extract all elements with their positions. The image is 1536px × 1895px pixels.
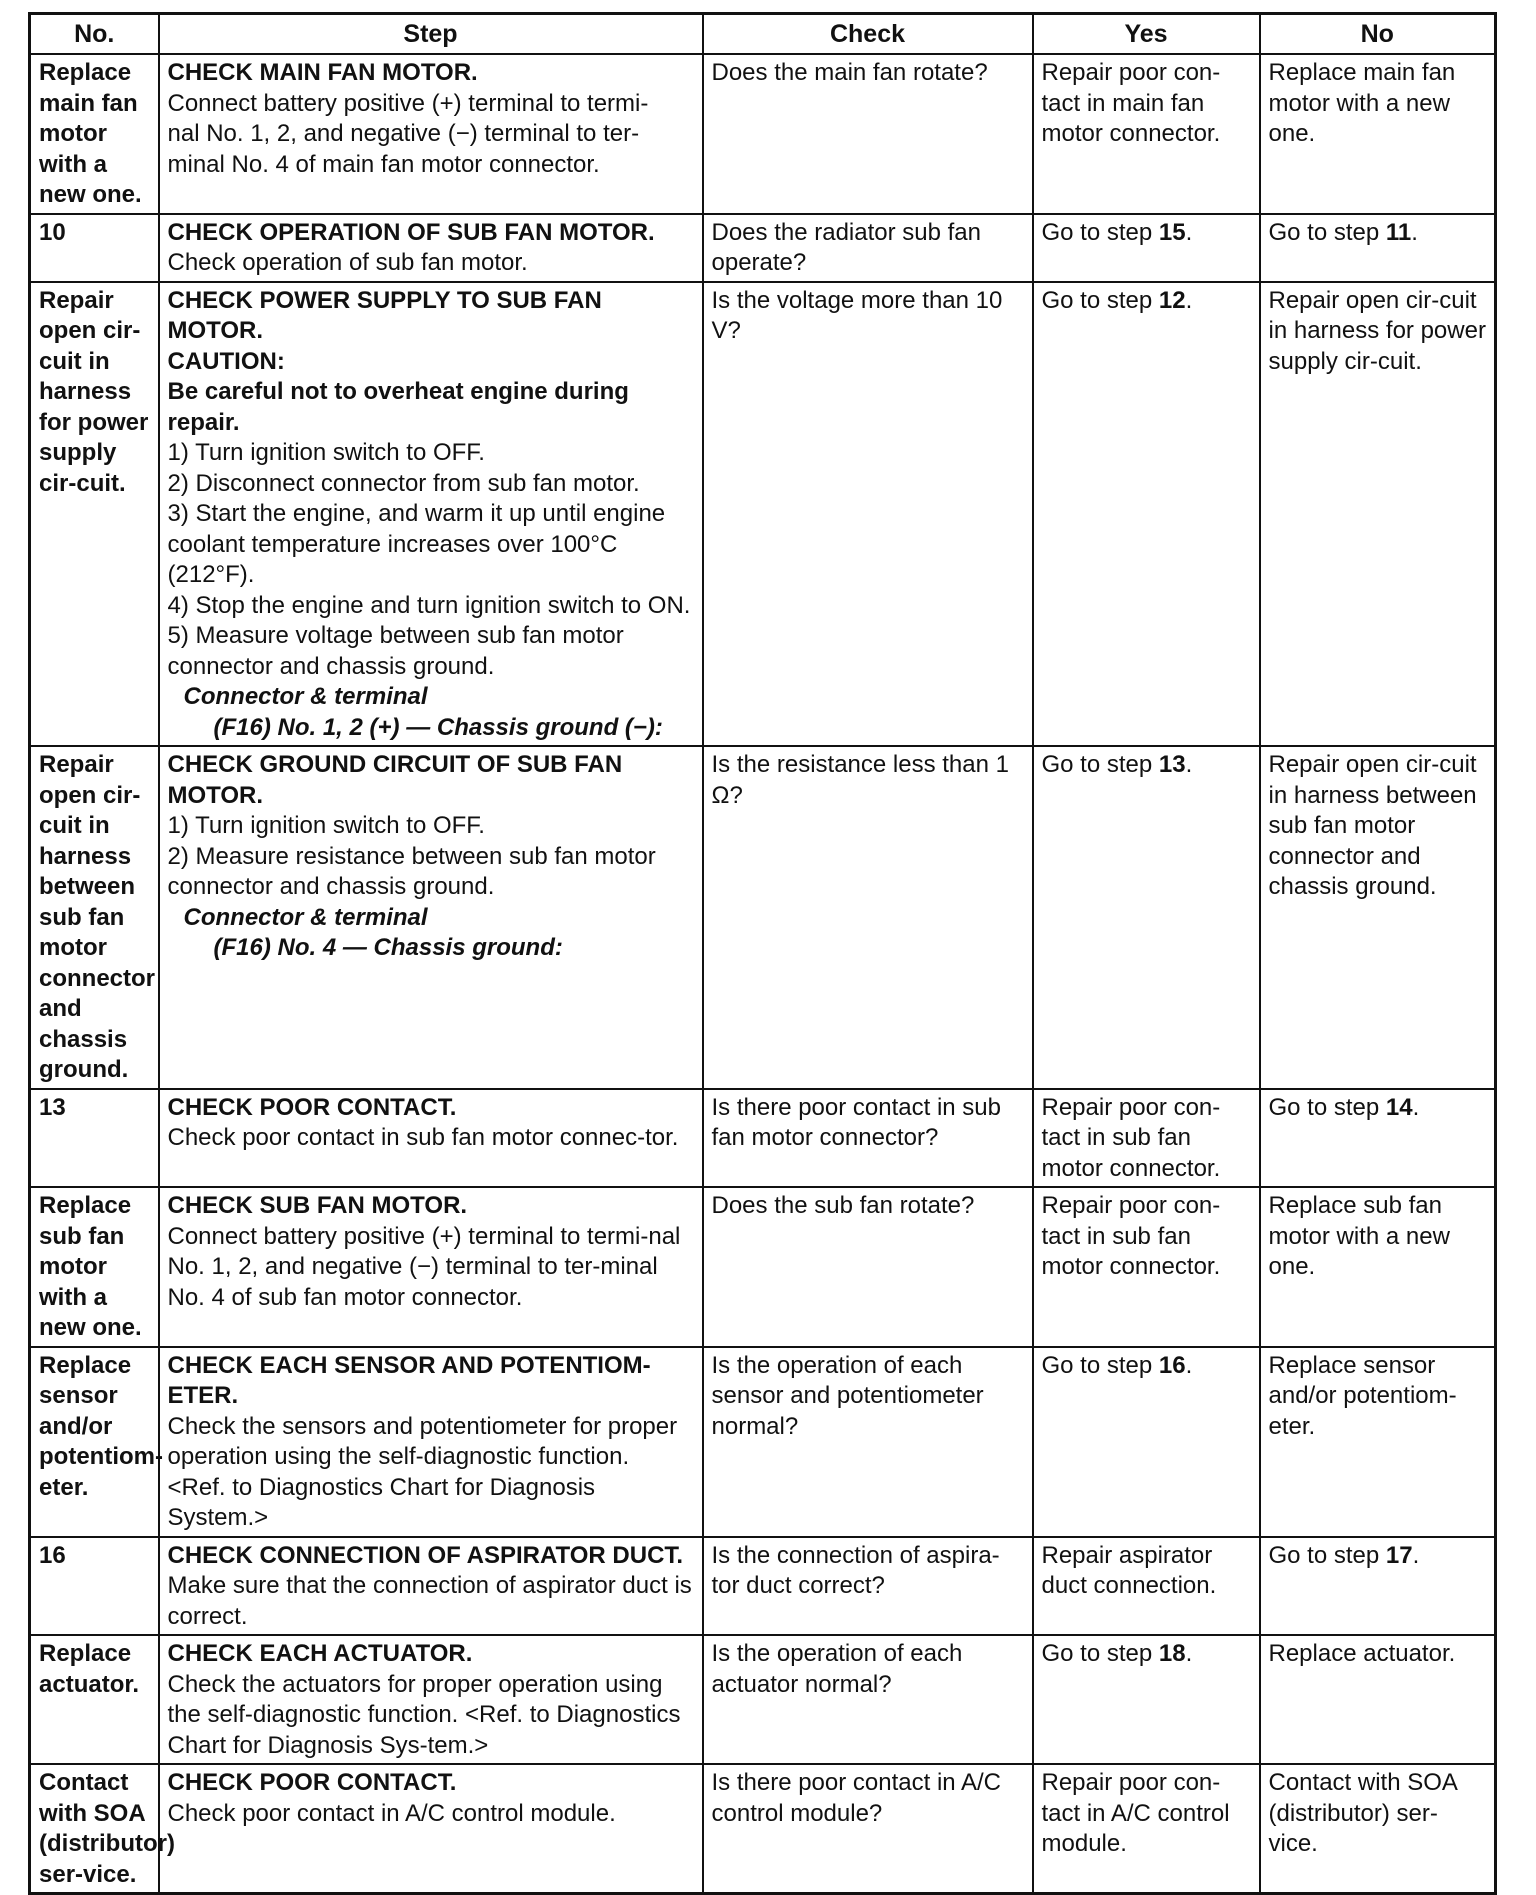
goto-suffix: . [1185,1640,1193,1667]
goto-suffix: . [1411,218,1418,246]
table-row [30,1347,1496,1537]
step-line: 5) Measure voltage between sub fan motor connector and chassis ground. [167,622,624,680]
step-line: 3) Start the engine, and warm it up until engine coolant temperature increases over 100°C (212°F). [167,500,666,588]
goto-suffix: . [1185,751,1193,778]
caution-text: Be careful not to overheat engine during repair. [167,378,629,436]
table-row [30,54,1496,214]
goto-text: Go to step [1041,218,1159,246]
goto-suffix: . [1412,1093,1420,1121]
step-cell [159,1187,703,1347]
yes-cell [1033,214,1260,282]
step-number: Contact with SOA (distributor) ser-vice. [30,1764,159,1894]
step-number: Repair open cir-cuit in harness between sub fan motor connector and chassis ground. [30,746,159,1089]
goto-text: Go to step [1268,1541,1386,1569]
connector-terminal-spec: (F16) No. 4 — Chassis ground: [213,934,563,961]
check-cell: Is the resistance less than 1 Ω? [703,746,1033,1089]
step-cell [159,746,703,1089]
no-cell: Replace actuator. [1260,1635,1496,1764]
step-number: Replace main fan motor with a new one. [30,54,159,214]
caution-heading: CAUTION: [167,347,285,375]
step-title: CHECK EACH SENSOR AND POTENTIOM-ETER. [167,1351,651,1409]
step-cell [159,1635,703,1764]
check-cell: Is the operation of each actuator normal? [703,1635,1033,1764]
no-cell [1260,1089,1496,1188]
step-line: Check the actuators for proper operation using the self-diagnostic function. <Ref. to Diagnostics Chart for Diagnosis Sys-tem.> [167,1670,681,1759]
step-number: 10 [30,214,159,282]
step-cell [159,1764,703,1894]
step-line: minal No. 4 of main fan motor connector. [167,150,600,178]
step-line: 2) Disconnect connector from sub fan motor. [167,469,640,497]
table-row [30,214,1496,282]
check-cell: Is there poor contact in A/C control module? [703,1764,1033,1894]
step-cell [159,282,703,747]
step-title: CHECK MAIN FAN MOTOR. [167,59,478,86]
goto-text: Go to step [1041,286,1159,314]
step-line: Connect battery positive (+) terminal to termi- [167,89,649,117]
step-title: CHECK CONNECTION OF ASPIRATOR DUCT. [167,1541,684,1569]
yes-cell: Repair poor con-tact in main fan motor connector. [1033,54,1260,214]
step-line: nal No. 1, 2, and negative (−) terminal to ter- [167,120,640,147]
step-line: Make sure that the connection of aspirator duct is correct. [167,1572,692,1630]
yes-cell: Repair aspirator duct connection. [1033,1537,1260,1636]
step-line: 1) Turn ignition switch to OFF. [167,812,485,839]
goto-text: Go to step [1041,1640,1159,1667]
diagnostic-table [28,12,1497,1895]
yes-cell: Repair poor con-tact in A/C control module. [1033,1764,1260,1894]
step-number: 13 [30,1089,159,1188]
step-line: Check poor contact in sub fan motor connec-tor. [167,1124,679,1151]
no-cell [1260,1537,1496,1636]
step-cell [159,1537,703,1636]
check-cell: Is the voltage more than 10 V? [703,282,1033,747]
goto-text: Go to step [1041,1351,1159,1379]
goto-suffix: . [1185,218,1193,246]
table-row [30,1187,1496,1347]
check-cell: Is there poor contact in sub fan motor connector? [703,1089,1033,1188]
goto-step-number: 18 [1158,1640,1186,1667]
step-cell [159,214,703,282]
header-no: No. [30,14,159,55]
step-title: CHECK GROUND CIRCUIT OF SUB FAN MOTOR. [167,751,623,809]
yes-cell [1033,746,1260,1089]
header-check: Check [703,14,1033,55]
step-title: CHECK OPERATION OF SUB FAN MOTOR. [167,218,655,246]
goto-text: Go to step [1268,1093,1386,1121]
yes-cell [1033,1635,1260,1764]
yes-cell [1033,1347,1260,1537]
step-title: CHECK EACH ACTUATOR. [167,1640,473,1667]
step-line: 4) Stop the engine and turn ignition switch to ON. [167,591,691,619]
goto-step-number: 15 [1158,218,1186,246]
table-row [30,282,1496,747]
step-line: 2) Measure resistance between sub fan motor connector and chassis ground. [167,842,656,900]
step-number: Replace actuator. [30,1635,159,1764]
check-cell: Does the main fan rotate? [703,54,1033,214]
goto-step-number: 17 [1385,1541,1413,1569]
check-cell: Does the sub fan rotate? [703,1187,1033,1347]
step-number: Replace sub fan motor with a new one. [30,1187,159,1347]
step-line: 1) Turn ignition switch to OFF. [167,439,485,466]
table-row [30,1089,1496,1188]
step-title: CHECK POOR CONTACT. [167,1093,457,1121]
step-cell [159,1089,703,1188]
goto-text: Go to step [1041,751,1159,778]
goto-suffix: . [1185,286,1193,314]
step-title: CHECK POOR CONTACT. [167,1769,457,1796]
no-cell: Contact with SOA (distributor) ser-vice. [1260,1764,1496,1894]
step-title: CHECK SUB FAN MOTOR. [167,1192,468,1219]
yes-cell [1033,282,1260,747]
check-cell: Is the operation of each sensor and potentiometer normal? [703,1347,1033,1537]
goto-text: Go to step [1268,218,1386,246]
no-cell: Repair open cir-cuit in harness for power supply cir-cuit. [1260,282,1496,747]
goto-step-number: 14 [1385,1093,1413,1121]
check-cell: Does the radiator sub fan operate? [703,214,1033,282]
header-step: Step [159,14,703,55]
connector-terminal-spec: (F16) No. 1, 2 (+) — Chassis ground (−): [213,713,663,741]
step-number: 16 [30,1537,159,1636]
table-row [30,1764,1496,1894]
yes-cell: Repair poor con-tact in sub fan motor connector. [1033,1187,1260,1347]
step-line: Connect battery positive (+) terminal to termi-nal No. 1, 2, and negative (−) terminal to ter-minal No. 4 of sub fan motor connector. [167,1222,681,1311]
table-row [30,1537,1496,1636]
check-cell: Is the connection of aspira-tor duct correct? [703,1537,1033,1636]
step-line: Check poor contact in A/C control module. [167,1799,616,1827]
no-cell: Replace main fan motor with a new one. [1260,54,1496,214]
no-cell: Repair open cir-cuit in harness between sub fan motor connector and chassis ground. [1260,746,1496,1089]
goto-suffix: . [1185,1351,1193,1379]
step-number: Repair open cir-cuit in harness for power supply cir-cuit. [30,282,159,747]
connector-terminal-heading: Connector & terminal [183,903,428,931]
step-line: Check operation of sub fan motor. [167,249,528,276]
goto-suffix: . [1412,1541,1420,1569]
step-title: CHECK POWER SUPPLY TO SUB FAN MOTOR. [167,286,602,344]
no-cell [1260,214,1496,282]
step-number: Replace sensor and/or potentiom-eter. [30,1347,159,1537]
goto-step-number: 11 [1385,218,1412,246]
header-yes: Yes [1033,14,1260,55]
header-no-result: No [1260,14,1496,55]
no-cell: Replace sub fan motor with a new one. [1260,1187,1496,1347]
no-cell: Replace sensor and/or potentiom-eter. [1260,1347,1496,1537]
step-line: Check the sensors and potentiometer for proper operation using the self-diagnostic function. <Ref. to Diagnostics Chart for Diagnosis System.> [167,1412,678,1531]
table-row [30,1635,1496,1764]
goto-step-number: 13 [1158,751,1186,778]
connector-terminal-heading: Connector & terminal [183,683,428,710]
table-row [30,746,1496,1089]
goto-step-number: 16 [1158,1351,1186,1379]
yes-cell: Repair poor con-tact in sub fan motor connector. [1033,1089,1260,1188]
step-cell [159,54,703,214]
step-cell [159,1347,703,1537]
header-row [30,14,1496,55]
goto-step-number: 12 [1158,286,1186,314]
